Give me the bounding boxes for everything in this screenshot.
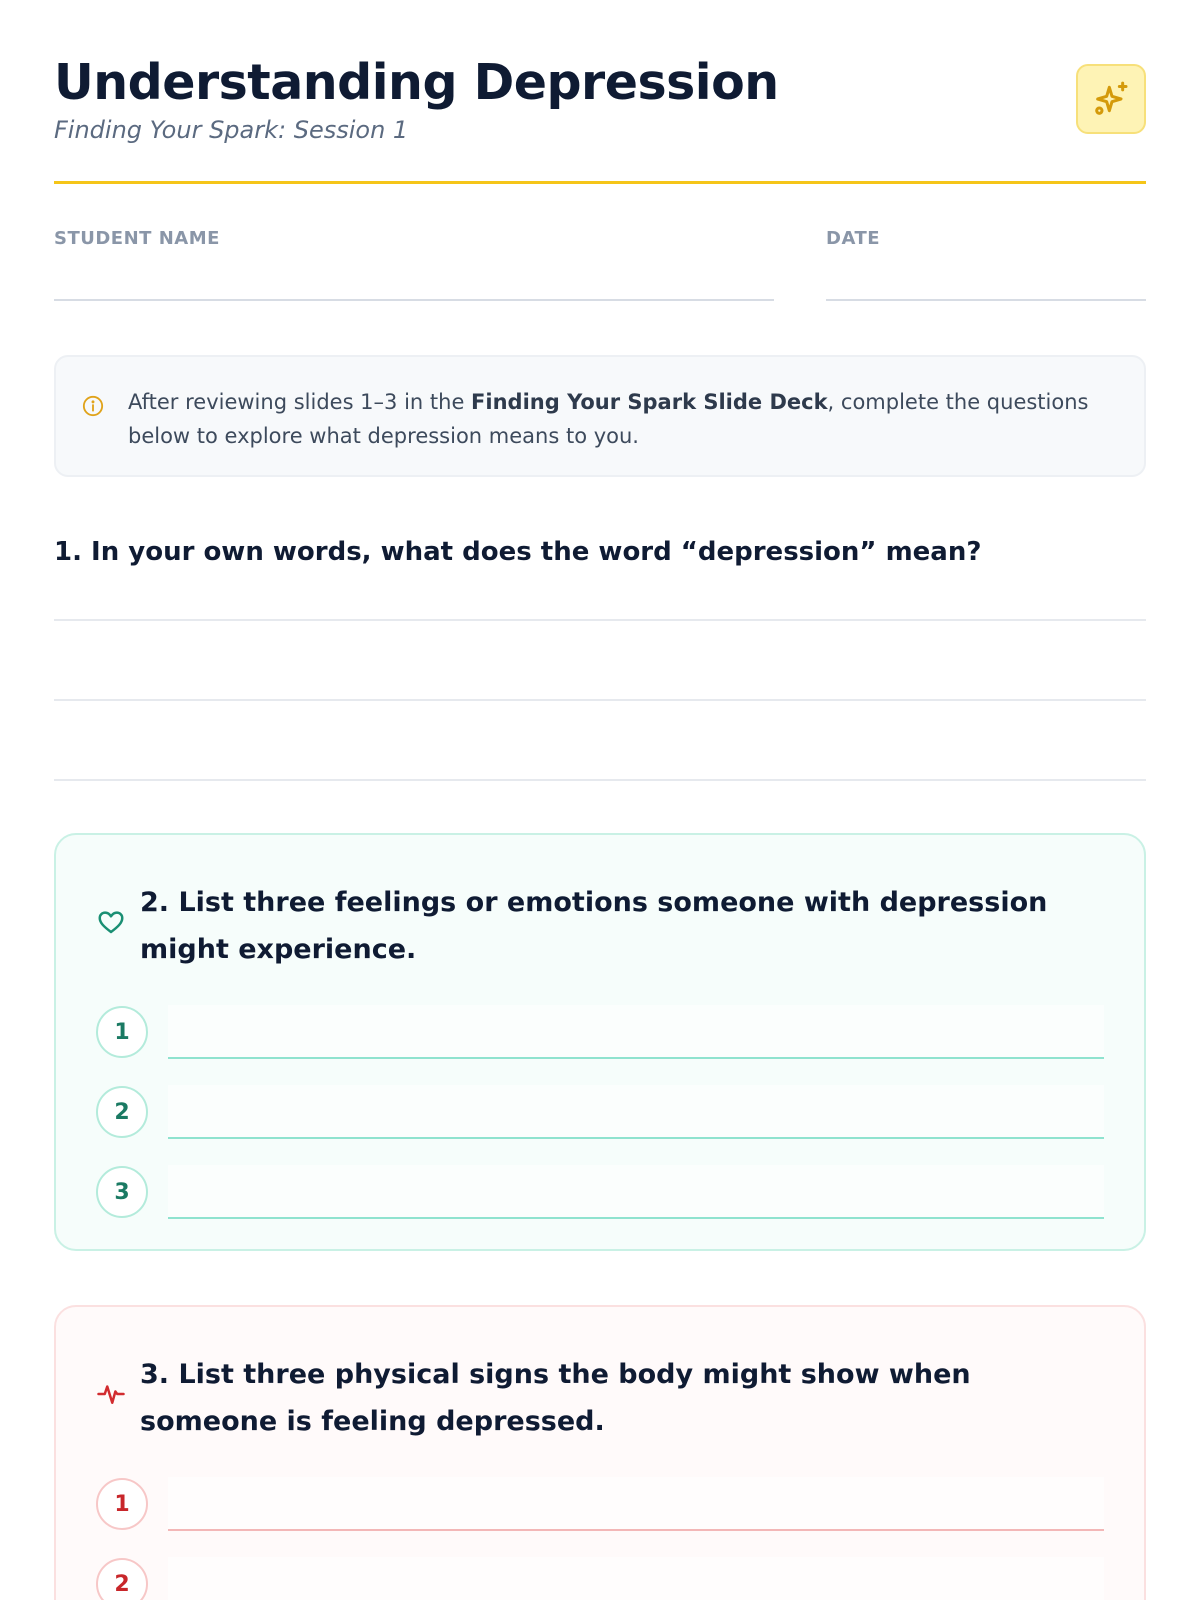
question-2-heading (96, 879, 1104, 973)
list-item (96, 1005, 1104, 1059)
page-subtitle: Finding Your Spark: Session 1 (54, 116, 409, 144)
sparkle-badge (1076, 64, 1146, 134)
list-item (96, 1085, 1104, 1139)
list-item (96, 1477, 1104, 1531)
info-icon (82, 395, 104, 417)
instructions-box (54, 355, 1146, 477)
item-number-badge: 2 (96, 1558, 148, 1600)
student-name-field (54, 228, 774, 301)
student-info-row (54, 228, 1146, 301)
question-1-answer-lines (54, 619, 1146, 781)
answer-input[interactable] (168, 1085, 1104, 1139)
question-2-prompt: 2. List three feelings or emotions someone with depression might experience. (140, 887, 1048, 965)
pulse-icon (96, 1379, 126, 1409)
answer-line[interactable] (54, 619, 1146, 621)
date-input-line[interactable] (826, 299, 1146, 301)
worksheet-header (54, 0, 1146, 184)
page-title: Understanding Depression (54, 54, 779, 111)
heart-icon (96, 907, 126, 937)
answer-line[interactable] (54, 779, 1146, 781)
answer-input[interactable] (168, 1557, 1104, 1600)
student-name-label: STUDENT NAME (54, 228, 220, 249)
instructions-text: After reviewing slides 1–3 in the Finding Your Spark Slide Deck, complete the questions below to explore what depression means to you. (128, 390, 1089, 448)
question-2-card (54, 833, 1146, 1251)
sparkle-icon (1091, 79, 1131, 119)
answer-input[interactable] (168, 1165, 1104, 1219)
question-3-card (54, 1305, 1146, 1600)
list-item (96, 1557, 1104, 1600)
question-3-prompt: 3. List three physical signs the body might show when someone is feeling depressed. (140, 1359, 971, 1437)
item-number-badge: 1 (96, 1478, 148, 1530)
answer-input[interactable] (168, 1005, 1104, 1059)
answer-line[interactable] (54, 699, 1146, 701)
student-name-input-line[interactable] (54, 299, 774, 301)
slide-deck-name: Finding Your Spark Slide Deck (471, 390, 828, 414)
answer-input[interactable] (168, 1477, 1104, 1531)
item-number-badge: 3 (96, 1166, 148, 1218)
question-3-answer-list (96, 1477, 1104, 1600)
date-field (826, 228, 1146, 301)
list-item (96, 1165, 1104, 1219)
question-1-prompt: 1. In your own words, what does the word “depression” mean? (54, 537, 982, 567)
question-2-answer-list (96, 1005, 1104, 1219)
question-3-heading (96, 1351, 1104, 1445)
date-label: DATE (826, 228, 881, 249)
item-number-badge: 2 (96, 1086, 148, 1138)
item-number-badge: 1 (96, 1006, 148, 1058)
